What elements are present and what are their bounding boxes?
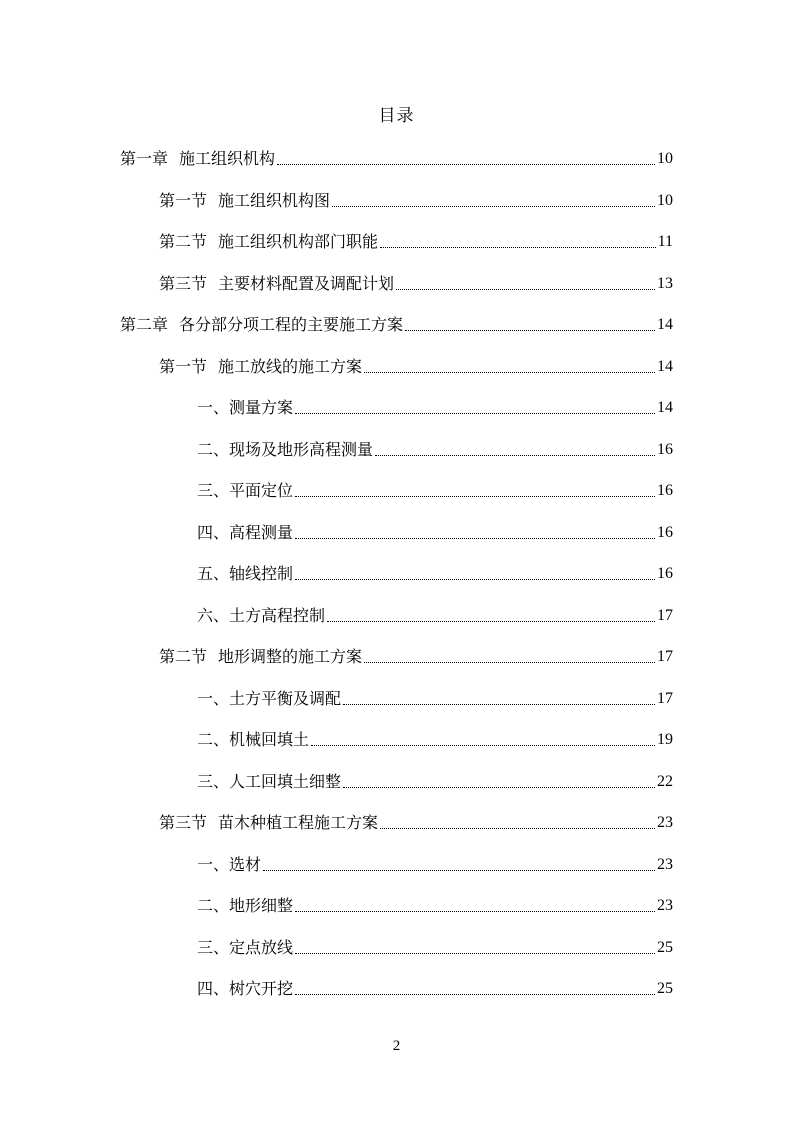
toc-entry-subsection[interactable]	[197, 687, 673, 711]
toc-entry-number: 第一节	[159, 357, 208, 376]
dot-leader	[380, 828, 655, 829]
toc-entry-section-1-3[interactable]	[159, 272, 673, 296]
toc-entry-chapter-1[interactable]	[120, 147, 673, 171]
toc-entry-page: 16	[657, 565, 673, 582]
toc-entry-page: 23	[657, 814, 673, 831]
toc-entry-subsection[interactable]	[197, 977, 673, 1001]
toc-entry-title: 施工组织机构部门职能	[218, 232, 379, 251]
toc-entry-page: 10	[657, 150, 673, 167]
toc-entry-number: 第三节	[159, 274, 208, 293]
toc-title: 目录	[378, 106, 415, 126]
toc-entry-page: 25	[657, 939, 673, 956]
toc-entry-title: 施工组织机构	[179, 149, 276, 168]
toc-entry-title: 各分部分项工程的主要施工方案	[179, 315, 404, 334]
toc-entry-page: 16	[657, 482, 673, 499]
dot-leader	[343, 704, 655, 705]
dot-leader	[263, 870, 655, 871]
toc-entry-title: 三、定点放线	[197, 938, 294, 957]
toc-entry-number: 第一章	[120, 149, 169, 168]
toc-entry-chapter-2[interactable]	[120, 313, 673, 337]
toc-entry-title: 主要材料配置及调配计划	[218, 274, 395, 293]
toc-entry-title: 五、轴线控制	[197, 564, 294, 583]
toc-entry-page: 19	[657, 731, 673, 748]
toc-entry-subsection[interactable]	[197, 728, 673, 752]
toc-entry-page: 13	[657, 275, 673, 292]
toc-entry-title: 二、现场及地形高程测量	[197, 440, 374, 459]
dot-leader	[295, 994, 655, 995]
toc-entry-subsection[interactable]	[197, 936, 673, 960]
toc-entry-subsection[interactable]	[197, 894, 673, 918]
toc-entry-title: 二、地形细整	[197, 896, 294, 915]
toc-entry-number: 第一节	[159, 191, 208, 210]
dot-leader	[295, 496, 655, 497]
toc-entry-number: 第三节	[159, 813, 208, 832]
toc-entry-number: 第二节	[159, 232, 208, 251]
toc-entry-subsection[interactable]	[197, 479, 673, 503]
dot-leader	[327, 621, 655, 622]
toc-entry-section-1-1[interactable]	[159, 189, 673, 213]
dot-leader	[380, 247, 656, 248]
toc-entry-page: 22	[657, 773, 673, 790]
toc-entry-section-2-2[interactable]	[159, 645, 673, 669]
dot-leader	[295, 413, 655, 414]
dot-leader	[295, 911, 655, 912]
toc-entry-section-1-2[interactable]	[159, 230, 673, 254]
toc-entry-page: 14	[657, 399, 673, 416]
toc-entry-page: 17	[657, 648, 673, 665]
toc-entry-page: 14	[657, 316, 673, 333]
dot-leader	[277, 164, 655, 165]
toc-entry-title: 二、机械回填土	[197, 730, 310, 749]
toc-entry-page: 11	[657, 233, 673, 250]
toc-entry-section-2-3[interactable]	[159, 811, 673, 835]
toc-entry-subsection[interactable]	[197, 853, 673, 877]
dot-leader	[364, 662, 655, 663]
toc-entry-subsection[interactable]	[197, 438, 673, 462]
toc-entry-title: 四、高程测量	[197, 523, 294, 542]
toc-entry-page: 16	[657, 524, 673, 541]
dot-leader	[364, 372, 655, 373]
dot-leader	[396, 289, 655, 290]
toc-entry-page: 10	[657, 192, 673, 209]
toc-entry-page: 23	[657, 856, 673, 873]
toc-entry-title: 三、人工回填土细整	[197, 772, 342, 791]
toc-entry-number: 第二节	[159, 647, 208, 666]
toc-entry-title: 一、选材	[197, 855, 262, 874]
toc-entry-subsection[interactable]	[197, 562, 673, 586]
toc-entry-title: 苗木种植工程施工方案	[218, 813, 379, 832]
toc-entry-subsection[interactable]	[197, 396, 673, 420]
toc-entry-page: 14	[657, 358, 673, 375]
toc-entry-title: 施工组织机构图	[218, 191, 331, 210]
dot-leader	[343, 787, 655, 788]
toc-entry-page: 23	[657, 897, 673, 914]
toc-entry-title: 一、土方平衡及调配	[197, 689, 342, 708]
toc-entry-page: 16	[657, 441, 673, 458]
dot-leader	[295, 538, 655, 539]
toc-entry-title: 施工放线的施工方案	[218, 357, 363, 376]
toc-entry-subsection[interactable]	[197, 604, 673, 628]
toc-entry-section-2-1[interactable]	[159, 355, 673, 379]
toc-entry-title: 六、土方高程控制	[197, 606, 326, 625]
toc-entry-title: 一、测量方案	[197, 398, 294, 417]
page-number: 2	[392, 1038, 401, 1054]
dot-leader	[311, 745, 655, 746]
toc-entry-page: 17	[657, 690, 673, 707]
dot-leader	[405, 330, 655, 331]
dot-leader	[295, 579, 655, 580]
dot-leader	[332, 206, 655, 207]
toc-entry-subsection[interactable]	[197, 770, 673, 794]
toc-entry-page: 25	[657, 980, 673, 997]
toc-entry-subsection[interactable]	[197, 521, 673, 545]
dot-leader	[375, 455, 655, 456]
toc-entry-number: 第二章	[120, 315, 169, 334]
dot-leader	[295, 953, 655, 954]
toc-entry-title: 三、平面定位	[197, 481, 294, 500]
toc-entry-page: 17	[657, 607, 673, 624]
toc-entry-title: 四、树穴开挖	[197, 979, 294, 998]
toc-entry-title: 地形调整的施工方案	[218, 647, 363, 666]
